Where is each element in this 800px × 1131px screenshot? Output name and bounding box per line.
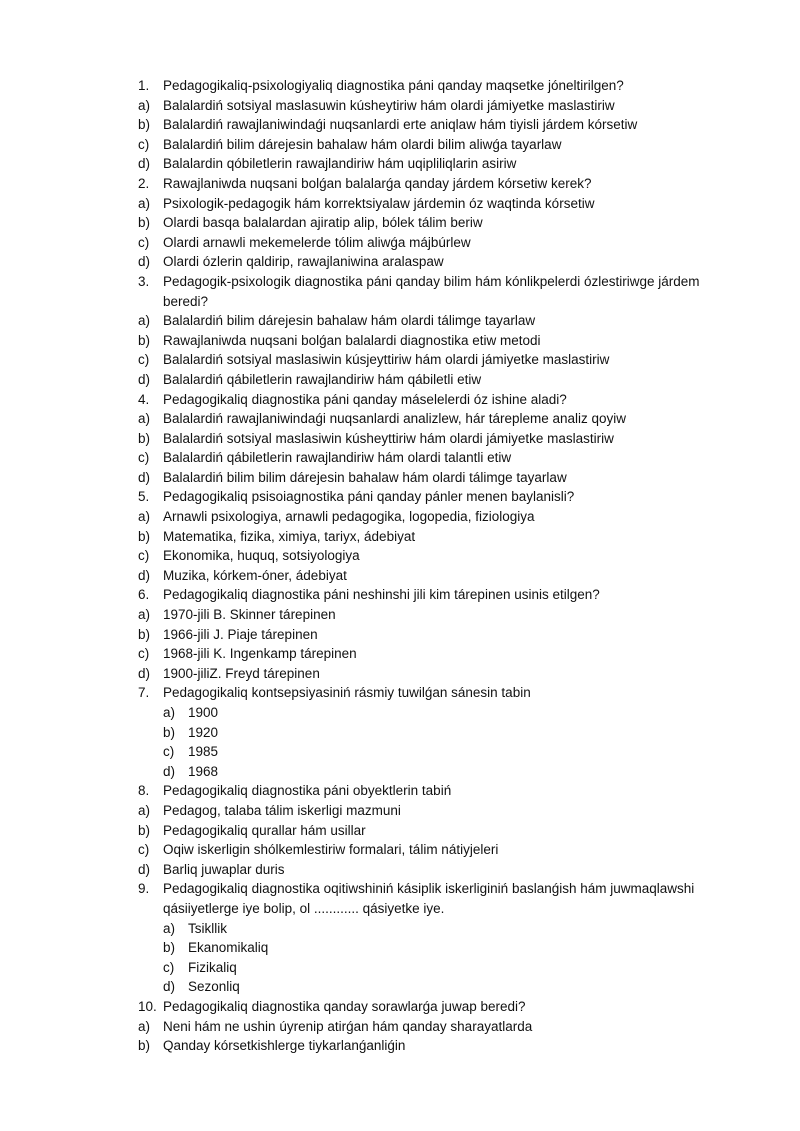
option-marker: a)	[138, 1018, 151, 1034]
option-text: Olardi ózlerin qaldirip, rawajlaniwina aralaspaw	[163, 254, 444, 270]
question-item	[138, 174, 718, 194]
option-text: Balalardiń sotsiyal maslasuwin kúsheytiriw hám olardi jámiyetke maslastiriw	[163, 97, 615, 113]
question-number: 6.	[138, 587, 150, 603]
option-marker: b)	[138, 215, 151, 231]
question-text: Pedagogikaliq psisoiagnostika páni qanday pánler menen baylanisli?	[163, 489, 575, 505]
answer-option	[138, 468, 718, 488]
option-text: 1970-jili B. Skinner tárepinen	[163, 607, 336, 623]
question-item	[138, 487, 718, 507]
answer-option	[138, 919, 718, 939]
option-text: 1968	[188, 763, 219, 779]
option-text: 1968-jili K. Ingenkamp tárepinen	[163, 646, 357, 662]
answer-option	[138, 409, 718, 429]
question-number: 2.	[138, 175, 150, 191]
option-marker: a)	[138, 411, 151, 427]
answer-option	[138, 96, 718, 116]
option-marker: c)	[138, 450, 150, 466]
question-item	[138, 997, 718, 1017]
option-marker: b)	[163, 724, 176, 740]
option-marker: d)	[138, 567, 151, 583]
option-marker: a)	[138, 97, 151, 113]
option-text: Balalardiń qábiletlerin rawajlandiriw hám olardi talantli etiw	[163, 450, 512, 466]
option-text: 1985	[188, 744, 219, 760]
option-text: Oqiw iskerligin shólkemlestiriw formalari, tálim nátiyjeleri	[163, 842, 499, 858]
option-marker: a)	[138, 313, 151, 329]
option-text: Pedagog, talaba tálim iskerligi mazmuni	[163, 802, 401, 818]
answer-option	[138, 977, 718, 997]
option-marker: c)	[138, 352, 150, 368]
option-text: Balalardiń sotsiyal maslasiwin kúsheyttiriw hám olardi jámiyetke maslastiriw	[163, 430, 614, 446]
question-number: 3.	[138, 273, 150, 289]
question-item	[138, 76, 718, 96]
question-item	[138, 272, 718, 311]
question-text: Pedagogikaliq diagnostika oqitiwshiniń kásiplik iskerliginiń baslanǵish hám juwmaqlawshi qásiiyetlerge iye bolip, ol ............ qásiyetke iye.	[163, 881, 695, 916]
question-item	[138, 781, 718, 801]
option-text: Ekanomikaliq	[188, 940, 269, 956]
option-text: Ekonomika, huquq, sotsiyologiya	[163, 548, 360, 564]
question-number: 4.	[138, 391, 150, 407]
answer-option	[138, 252, 718, 272]
question-item	[138, 879, 718, 918]
option-marker: c)	[138, 646, 150, 662]
question-number: 9.	[138, 881, 150, 897]
answer-option	[138, 703, 718, 723]
option-text: Neni hám ne ushin úyrenip atirǵan hám qanday sharayatlarda	[163, 1018, 533, 1034]
question-text: Pedagogikaliq-psixologiyaliq diagnostika páni qanday maqsetke jóneltirilgen?	[163, 78, 624, 93]
answer-option	[138, 742, 718, 762]
answer-option	[138, 566, 718, 586]
answer-option	[138, 194, 718, 214]
option-text: Pedagogikaliq qurallar hám usillar	[163, 822, 366, 838]
option-text: 1900	[188, 705, 219, 720]
option-text: Balalardin qóbiletlerin rawajlandiriw hám uqipliliqlarin asiriw	[163, 156, 517, 172]
option-text: Rawajlaniwda nuqsani bolǵan balalardi diagnostika etiw metodi	[163, 332, 541, 348]
option-marker: a)	[163, 920, 176, 936]
option-marker: a)	[138, 802, 151, 818]
option-marker: b)	[138, 528, 151, 544]
question-number: 10.	[138, 998, 157, 1014]
option-text: Tsikllik	[188, 920, 227, 936]
question-number: 5.	[138, 489, 150, 505]
option-text: Balalardiń qábiletlerin rawajlandiriw hám qábiletli etiw	[163, 371, 482, 387]
question-list	[138, 76, 718, 1056]
answer-option	[138, 448, 718, 468]
answer-option	[138, 370, 718, 390]
question-item	[138, 585, 718, 605]
option-marker: a)	[138, 607, 151, 623]
question-text: Pedagogikaliq diagnostika páni qanday máselelerdi óz ishine aladi?	[163, 391, 567, 407]
question-text: Pedagogikaliq kontsepsiyasiniń rásmiy tuwilǵan sánesin tabin	[163, 685, 531, 701]
option-marker: b)	[138, 332, 151, 348]
answer-option	[138, 331, 718, 351]
option-marker: d)	[138, 371, 151, 387]
option-text: Matematika, fizika, ximiya, tariyx, ádebiyat	[163, 528, 416, 544]
question-text: Pedagogikaliq diagnostika páni obyektlerin tabiń	[163, 783, 452, 799]
option-text: Arnawli psixologiya, arnawli pedagogika, logopedia, fiziologiya	[163, 509, 535, 525]
question-number: 1.	[138, 78, 150, 93]
option-marker: c)	[138, 136, 150, 152]
answer-option	[138, 233, 718, 253]
option-text: 1900-jiliZ. Freyd tárepinen	[163, 665, 320, 681]
answer-option	[138, 1036, 718, 1056]
answer-option	[138, 723, 718, 743]
answer-option	[138, 546, 718, 566]
option-marker: d)	[163, 979, 176, 995]
answer-option	[138, 154, 718, 174]
answer-option	[138, 625, 718, 645]
answer-option	[138, 821, 718, 841]
option-text: 1966-jili J. Piaje tárepinen	[163, 626, 318, 642]
option-marker: b)	[163, 940, 176, 956]
option-marker: d)	[163, 763, 176, 779]
option-text: Muzika, kórkem-óner, ádebiyat	[163, 567, 347, 583]
answer-option	[138, 664, 718, 684]
answer-option	[138, 1017, 718, 1037]
option-text: Balalardiń bilim bilim dárejesin bahalaw hám olardi tálimge tayarlaw	[163, 469, 567, 485]
question-text: Rawajlaniwda nuqsani bolǵan balalarǵa qanday járdem kórsetiw kerek?	[163, 175, 592, 191]
option-text: Balalardiń rawajlaniwindaǵi nuqsanlardi erte aniqlaw hám tiyisli járdem kórsetiw	[163, 117, 638, 133]
option-text: Barliq juwaplar duris	[163, 861, 285, 877]
option-marker: d)	[138, 156, 151, 172]
option-text: Balalardiń bilim dárejesin bahalaw hám olardi tálimge tayarlaw	[163, 313, 536, 329]
option-marker: c)	[138, 234, 150, 250]
answer-option	[138, 350, 718, 370]
option-marker: a)	[163, 705, 176, 720]
option-marker: b)	[138, 117, 151, 133]
answer-option	[138, 135, 718, 155]
answer-option	[138, 605, 718, 625]
option-marker: a)	[138, 509, 151, 525]
question-text: Pedagogikaliq diagnostika qanday sorawlarǵa juwap beredi?	[163, 998, 526, 1014]
option-marker: b)	[138, 626, 151, 642]
option-marker: b)	[138, 430, 151, 446]
question-item	[138, 683, 718, 703]
answer-option	[138, 762, 718, 782]
option-text: Sezonliq	[188, 979, 240, 995]
option-marker: c)	[163, 959, 175, 975]
option-marker: a)	[138, 195, 151, 211]
answer-option	[138, 429, 718, 449]
answer-option	[138, 840, 718, 860]
option-text: Qanday kórsetkishlerge tiykarlanǵanliǵin	[163, 1038, 406, 1054]
option-text: Balalardiń rawajlaniwindaǵi nuqsanlardi analizlew, hár tárepleme analiz qoyiw	[163, 411, 627, 427]
answer-option	[138, 311, 718, 331]
question-number: 8.	[138, 783, 150, 799]
answer-option	[138, 115, 718, 135]
option-marker: d)	[138, 254, 151, 270]
answer-option	[138, 213, 718, 233]
option-text: 1920	[188, 724, 219, 740]
answer-option	[138, 507, 718, 527]
option-text: Psixologik-pedagogik hám korrektsiyalaw járdemin óz waqtinda kórsetiw	[163, 195, 595, 211]
answer-option	[138, 527, 718, 547]
option-text: Fizikaliq	[188, 959, 237, 975]
option-text: Olardi basqa balalardan ajiratip alip, bólek tálim beriw	[163, 215, 483, 231]
option-text: Balalardiń sotsiyal maslasiwin kúsjeyttiriw hám olardi jámiyetke maslastiriw	[163, 352, 610, 368]
option-marker: d)	[138, 469, 151, 485]
answer-option	[138, 801, 718, 821]
question-item	[138, 390, 718, 410]
option-marker: d)	[138, 861, 151, 877]
question-text: Pedagogikaliq diagnostika páni neshinshi jili kim tárepinen usinis etilgen?	[163, 587, 600, 603]
answer-option	[138, 860, 718, 880]
option-marker: c)	[138, 548, 150, 564]
option-text: Olardi arnawli mekemelerde tólim aliwǵa májbúrlew	[163, 234, 471, 250]
option-marker: b)	[138, 1038, 151, 1054]
answer-option	[138, 938, 718, 958]
option-marker: c)	[138, 842, 150, 858]
answer-option	[138, 958, 718, 978]
answer-option	[138, 644, 718, 664]
option-marker: c)	[163, 744, 175, 760]
question-number: 7.	[138, 685, 150, 701]
question-text: Pedagogik-psixologik diagnostika páni qanday bilim hám kónlikpelerdi ózlestiriwge járdem beredi?	[163, 273, 700, 309]
option-marker: b)	[138, 822, 151, 838]
option-marker: d)	[138, 665, 151, 681]
option-text: Balalardiń bilim dárejesin bahalaw hám olardi bilim aliwǵa tayarlaw	[163, 136, 562, 152]
